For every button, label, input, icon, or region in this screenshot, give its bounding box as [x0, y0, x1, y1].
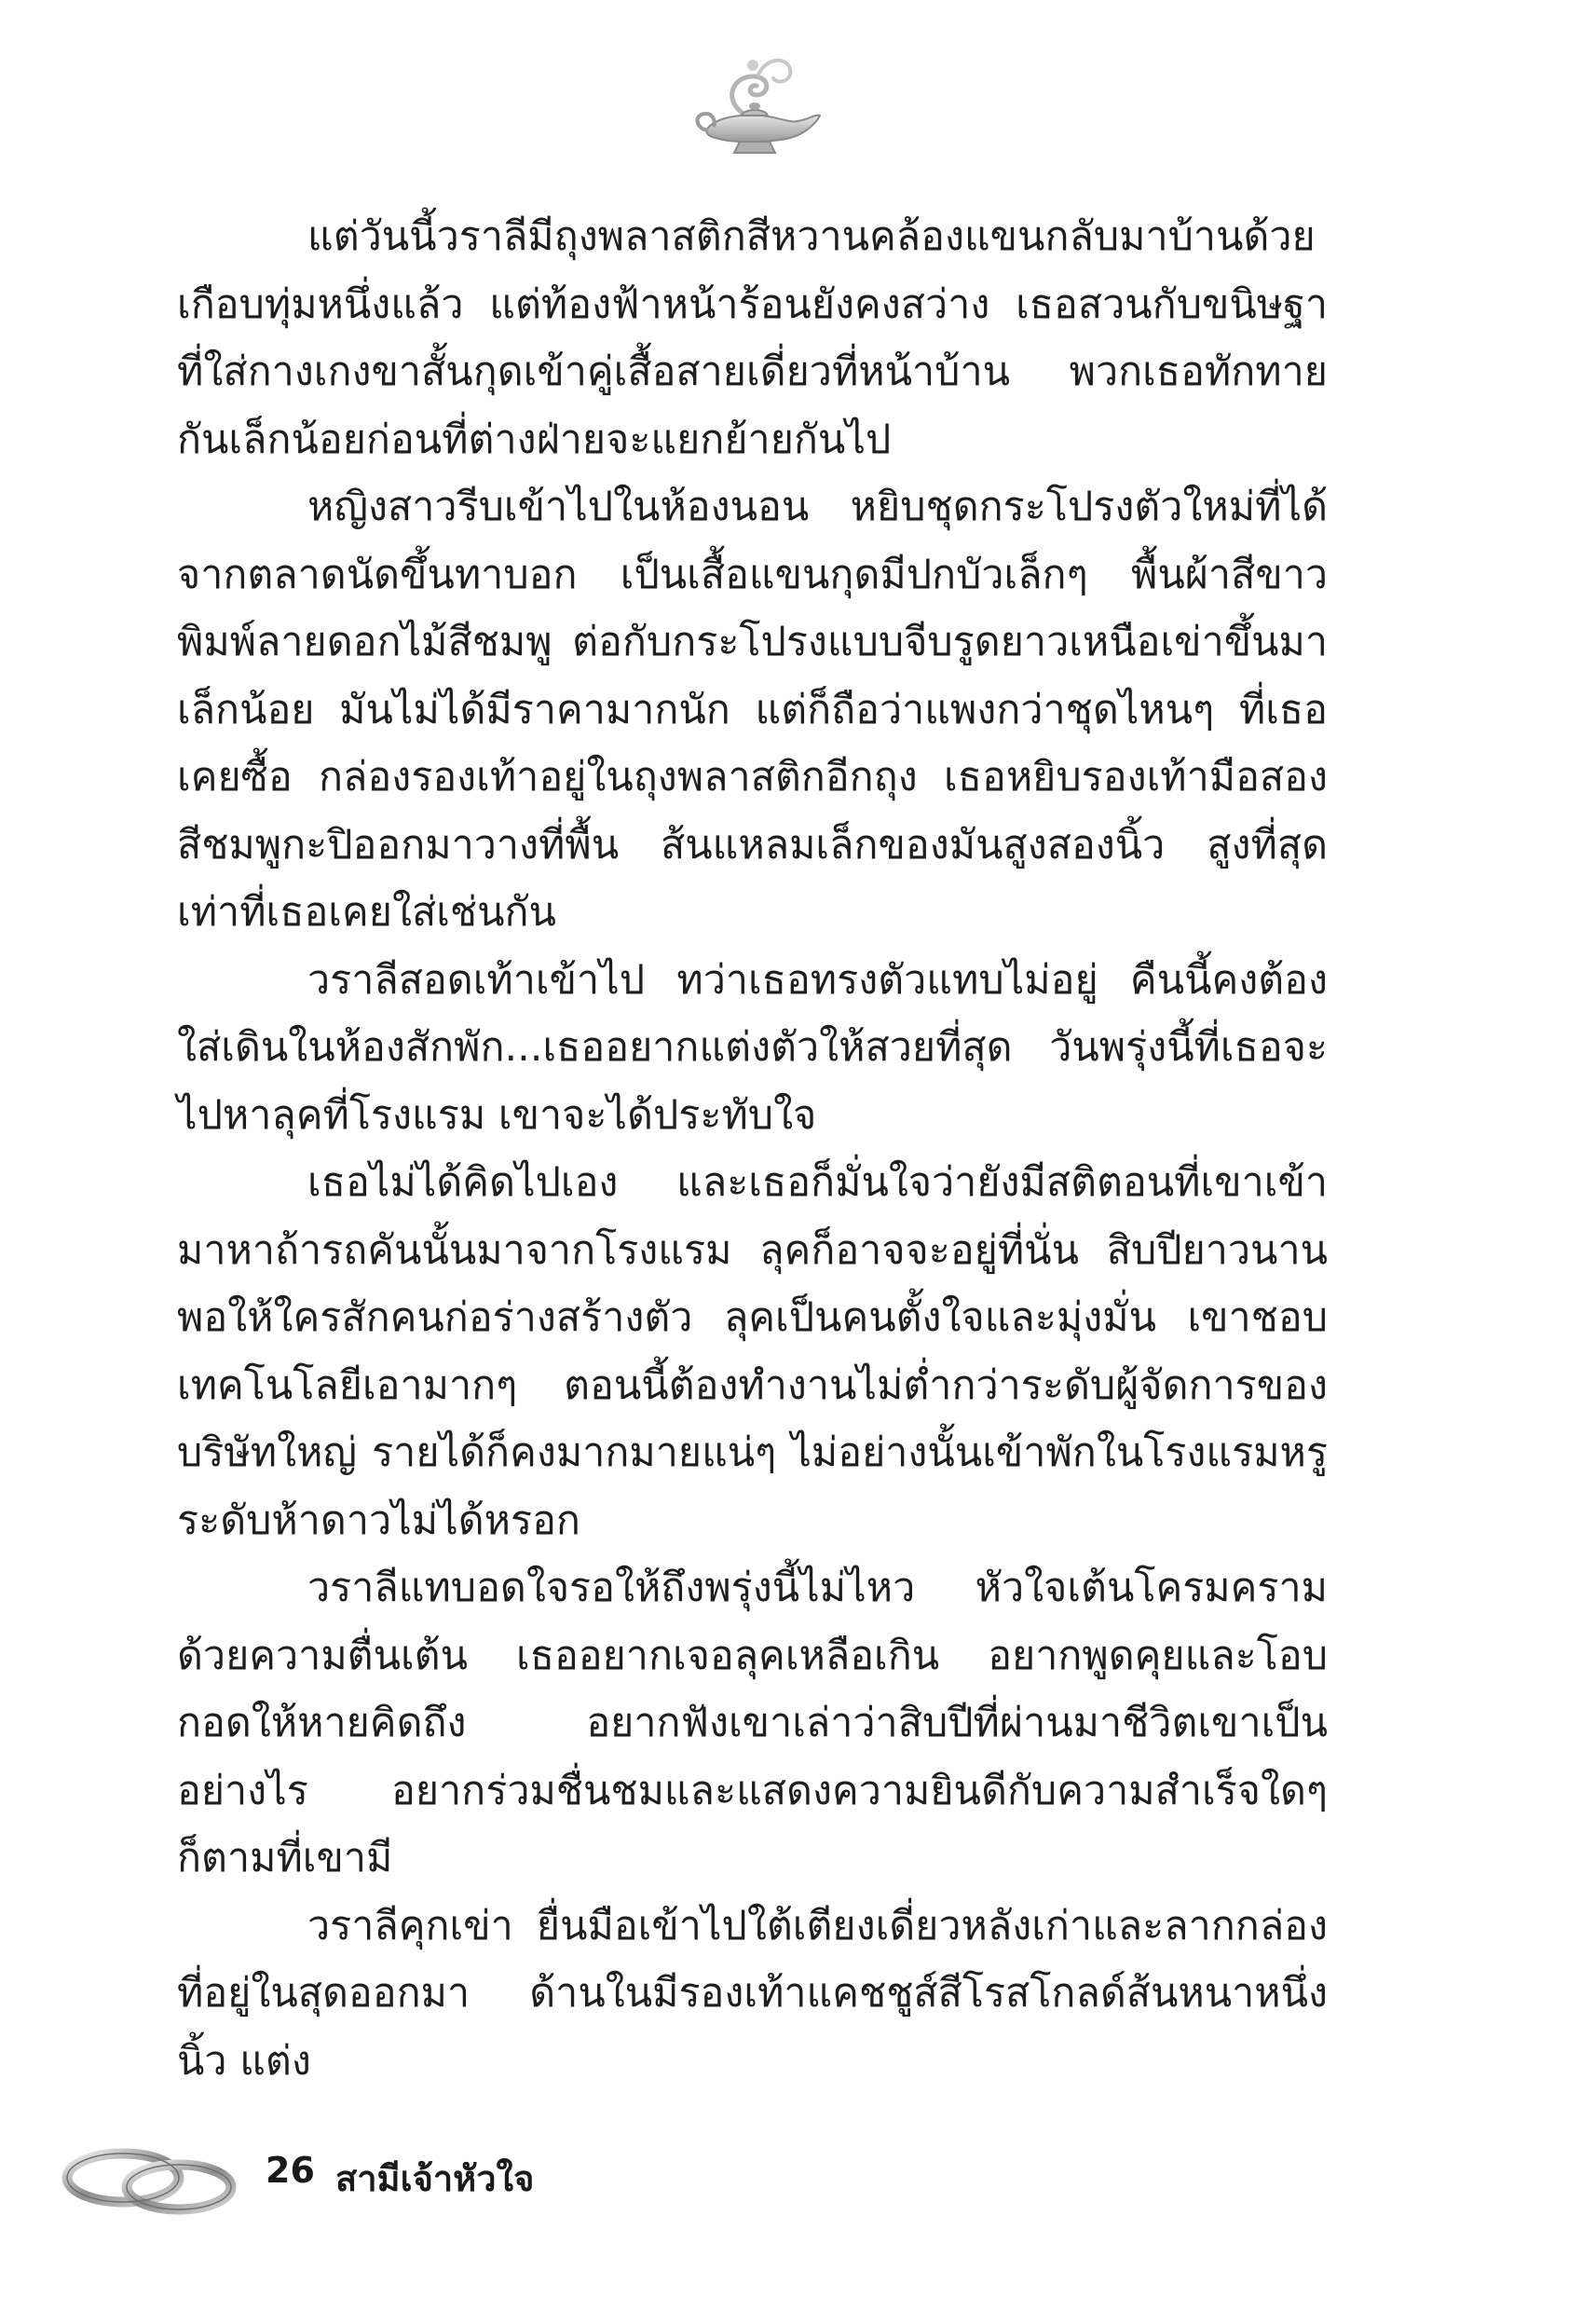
- paragraph: วราลีคุกเข่า ยื่นมือเข้าไปใต้เตียงเดี่ยวหลังเก่าและลากกล่องที่อยู่ในสุดออกมา ด้านในมีรองเท้าแคชชูส์สีโรสโกลด์ส้นหนาหนึ่งนิ้ว แต่ง: [177, 1902, 1328, 2085]
- paragraph: วราลีแทบอดใจรอให้ถึงพรุ่งนี้ไม่ไหว หัวใจเต้นโครมครามด้วยความตื่นเต้น เธออยากเจอลุคเหลือเกิน อยากพูดคุยและโอบกอดให้หายคิดถึง อยากฟังเขาเล่าว่าสิบปีที่ผ่านมาชีวิตเขาเป็นอย่างไร อยากร่วมชื่นชมและแสดงความยินดีกับความสำเร็จใดๆ ก็ตามที่เขามี: [177, 1565, 1328, 1881]
- page-number: 26: [266, 2150, 315, 2191]
- paragraph: เธอไม่ได้คิดไปเอง และเธอก็มั่นใจว่ายังมีสติตอนที่เขาเข้ามาหาถ้ารถคันนั้นมาจากโรงแรม ลุคก็อาจจะอยู่ที่นั่น สิบปียาวนานพอให้ใครสักคนก่อร่างสร้างตัว ลุคเป็นคนตั้งใจและมุ่งมั่น เขาชอบเทคโนโลยีเอามากๆ ตอนนี้ต้องทำงานไม่ต่ำกว่าระดับผู้จัดการของบริษัทใหญ่ รายได้ก็คงมากมายแน่ๆ ไม่อย่างนั้นเข้าพักในโรงแรมหรูระดับห้าดาวไม่ได้หรอก: [177, 1159, 1328, 1544]
- genie-lamp-icon: [686, 48, 825, 160]
- body-text: [177, 203, 1328, 2095]
- paragraph: วราลีสอดเท้าเข้าไป ทว่าเธอทรงตัวแทบไม่อยู่ คืนนี้คงต้องใส่เดินในห้องสักพัก...เธออยากแต่งตัวให้สวยที่สุด วันพรุ่งนี้ที่เธอจะไปหาลุคที่โรงแรม เขาจะได้ประทับใจ: [177, 956, 1328, 1139]
- paragraph: แต่วันนี้วราลีมีถุงพลาสติกสีหวานคล้องแขนกลับมาบ้านด้วย เกือบทุ่มหนึ่งแล้ว แต่ท้องฟ้าหน้าร้อนยังคงสว่าง เธอสวนกับขนิษฐาที่ใส่กางเกงขาสั้นกุดเข้าคู่เสื้อสายเดี่ยวที่หน้าบ้าน พวกเธอทักทายกันเล็กน้อยก่อนที่ต่างฝ่ายจะแยกย้ายกันไป: [177, 213, 1328, 463]
- wedding-rings-icon: [56, 2129, 242, 2222]
- paragraph: หญิงสาวรีบเข้าไปในห้องนอน หยิบชุดกระโปรงตัวใหม่ที่ได้จากตลาดนัดขึ้นทาบอก เป็นเสื้อแขนกุดมีปกบัวเล็กๆ พื้นผ้าสีขาวพิมพ์ลายดอกไม้สีชมพู ต่อกับกระโปรงแบบจีบรูดยาวเหนือเข่าขึ้นมาเล็กน้อย มันไม่ได้มีราคามากนัก แต่ก็ถือว่าแพงกว่าชุดไหนๆ ที่เธอเคยซื้อ กล่องรองเท้าอยู่ในถุงพลาสติกอีกถุง เธอหยิบรองเท้ามือสองสีชมพูกะปิออกมาวางที่พื้น ส้นแหลมเล็กของมันสูงสองนิ้ว สูงที่สุดเท่าที่เธอเคยใส่เช่นกัน: [177, 484, 1328, 936]
- page-footer: [56, 2129, 801, 2222]
- book-title: สามีเจ้าหัวใจ: [335, 2158, 535, 2199]
